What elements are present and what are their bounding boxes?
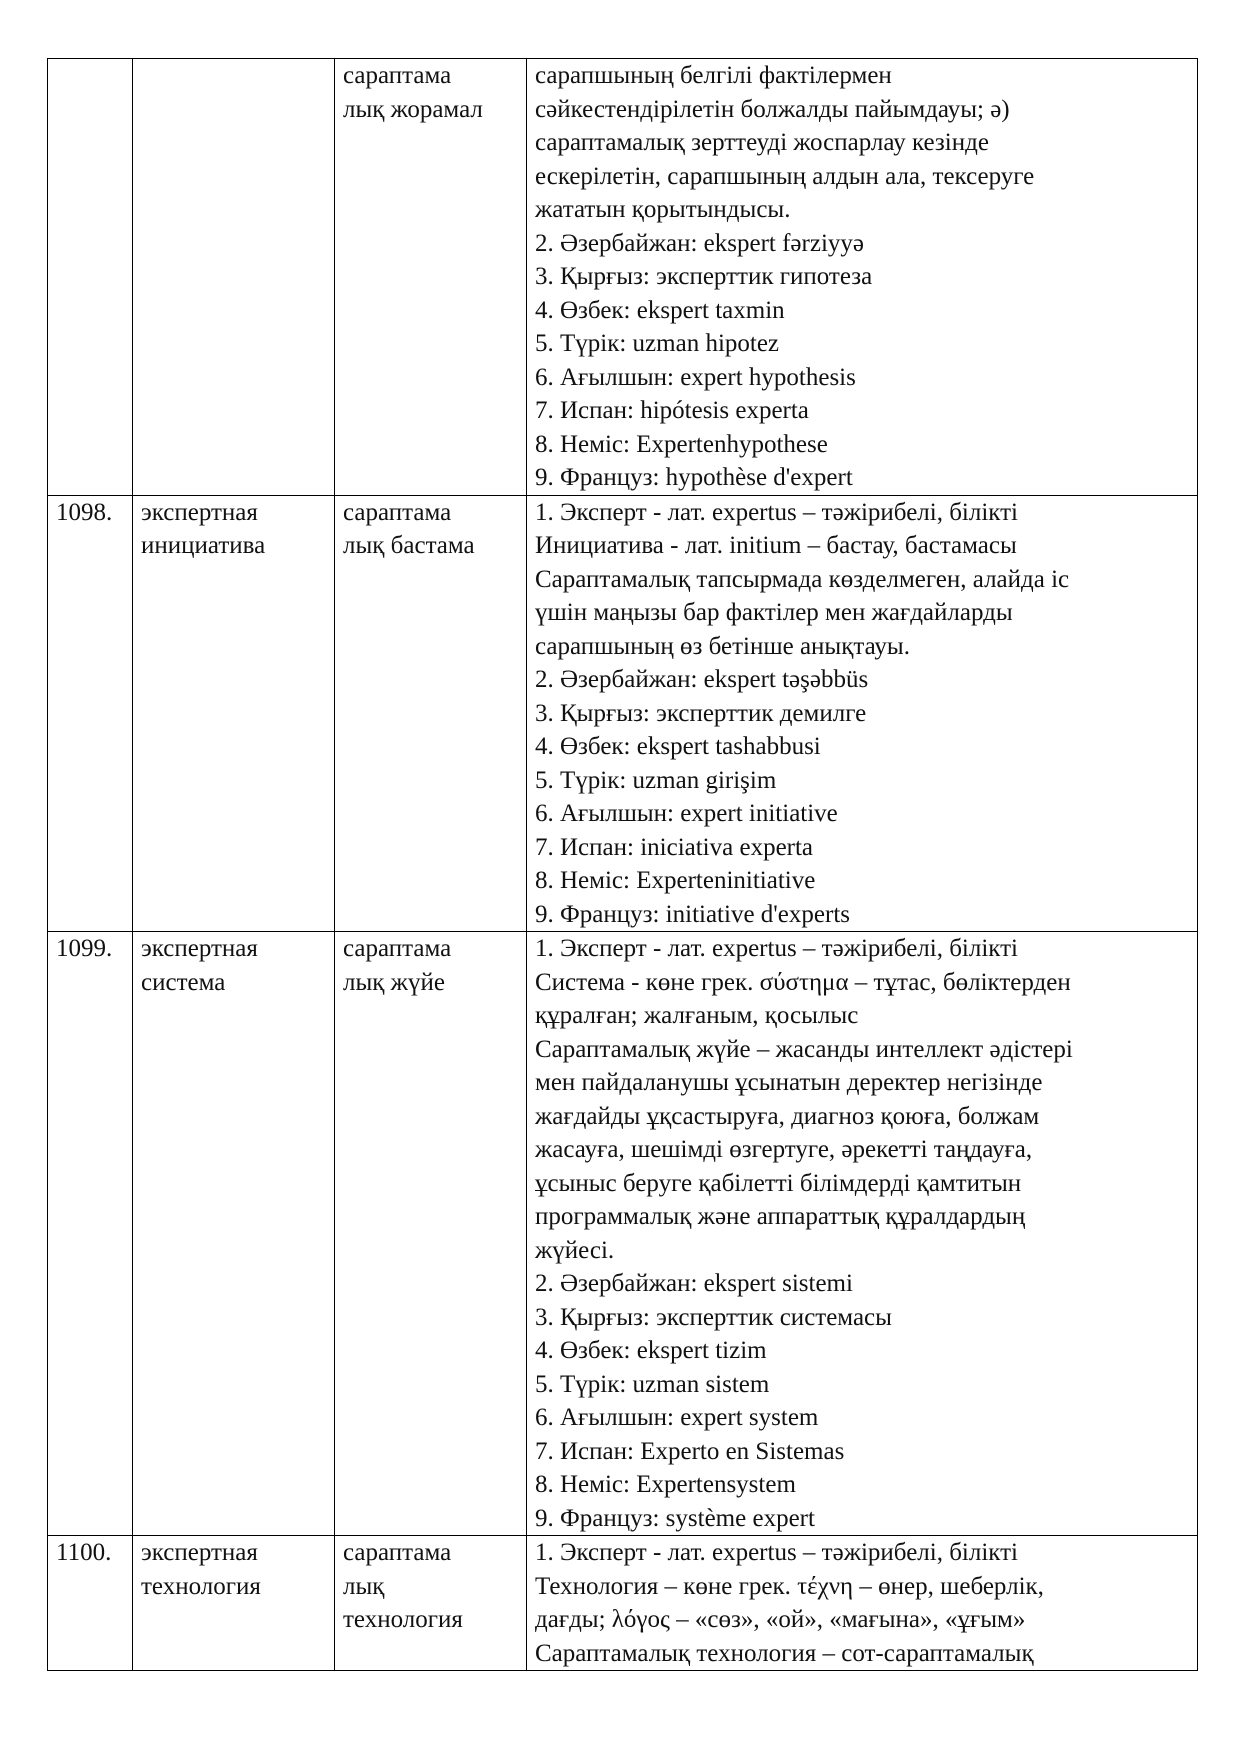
definition-line: құралған; жалғаным, қосылыс xyxy=(535,1002,859,1029)
definition-line: дағды; λόγος – «сөз», «ой», «мағына», «ұғым» xyxy=(535,1606,1026,1633)
definition-cell xyxy=(527,495,1198,932)
kazakh-term-line: лық жорамал xyxy=(343,95,483,123)
russian-term-line: экспертная xyxy=(141,935,258,962)
kazakh-term-line: сараптама xyxy=(343,498,452,526)
entry-number: 1099. xyxy=(48,932,133,1536)
definition-line: сарапшының белгілі фактілермен xyxy=(535,62,892,89)
russian-term-cell xyxy=(133,495,335,932)
definition-line: 1. Эксперт - лат. expertus – тәжірибелі, білікті xyxy=(535,1539,1018,1566)
definition-line: Сараптамалық технология – сот-сараптамалық xyxy=(535,1639,1034,1667)
entry-number: 1100. xyxy=(48,1536,133,1671)
definition-line: мен пайдаланушы ұсынатын деректер негізінде xyxy=(535,1069,1043,1096)
definition-line: үшін маңызы бар фактілер мен жағдайларды xyxy=(535,599,1013,626)
entry-row xyxy=(48,495,1198,932)
russian-term-line: экспертная xyxy=(141,1539,258,1566)
entry-number: 1098. xyxy=(48,495,133,932)
kazakh-term-cell xyxy=(335,932,527,1536)
definition-line: 5. Түрік: uzman sistem xyxy=(535,1370,770,1398)
definition-line: жүйесі. xyxy=(535,1236,615,1264)
entry-row xyxy=(48,59,1198,496)
definition-line: 8. Неміс: Expertenhypothese xyxy=(535,430,828,458)
kazakh-term-cell xyxy=(335,495,527,932)
definition-line: жағдайды ұқсастыруға, диагноз қоюға, болжам xyxy=(535,1102,1040,1130)
russian-term-line: экспертная xyxy=(141,498,258,526)
definition-line: 5. Түрік: uzman girişim xyxy=(535,766,777,794)
definition-line: 8. Неміс: Expertensystem xyxy=(535,1471,796,1498)
definition-line: 6. Ағылшын: expert hypothesis xyxy=(535,363,856,391)
russian-term-cell xyxy=(133,932,335,1536)
definition-line: 1. Эксперт - лат. expertus – тәжірибелі, білікті xyxy=(535,935,1018,962)
definition-line: 9. Француз: système expert xyxy=(535,1504,815,1532)
definition-line: 5. Түрік: uzman hipotez xyxy=(535,330,780,357)
definition-cell xyxy=(527,1536,1198,1671)
definition-line: 1. Эксперт - лат. expertus – тәжірибелі, білікті xyxy=(535,498,1018,526)
definition-line: 2. Әзербайжан: ekspert fərziyyə xyxy=(535,229,864,257)
russian-term-line: система xyxy=(141,968,226,996)
definition-line: жасауға, шешімді өзгертуге, әрекетті таңдауға, xyxy=(535,1136,1033,1163)
definition-line: 7. Испан: hipótesis experta xyxy=(535,397,809,424)
kazakh-term-line: сараптама xyxy=(343,935,452,962)
definition-line: 3. Қырғыз: эксперттик демилге xyxy=(535,699,867,727)
definition-line: 9. Француз: hypothèse d'expert xyxy=(535,464,853,491)
definition-line: 6. Ағылшын: expert system xyxy=(535,1404,819,1431)
entry-row xyxy=(48,932,1198,1536)
definition-cell xyxy=(527,932,1198,1536)
definition-line: ұсыныс беруге қабілетті білімдерді қамтитын xyxy=(535,1169,1022,1197)
definition-line: сарапшының өз бетінше анықтауы. xyxy=(535,632,910,660)
definition-line: 2. Әзербайжан: ekspert sistemi xyxy=(535,1270,853,1297)
definition-line: программалық және аппараттық құралдардың xyxy=(535,1203,1026,1230)
definition-line: 8. Неміс: Experteninitiative xyxy=(535,867,816,894)
definition-line: 6. Ағылшын: expert initiative xyxy=(535,800,838,827)
definition-line: Система - көне грек. σύστημα – тұтас, бөліктерден xyxy=(535,968,1071,996)
definition-line: жататын қорытындысы. xyxy=(535,196,791,223)
russian-term-cell xyxy=(133,59,335,496)
kazakh-term-line: технология xyxy=(343,1606,463,1633)
russian-term-cell xyxy=(133,1536,335,1671)
definition-line: сараптамалық зерттеуді жоспарлау кезінде xyxy=(535,129,989,156)
kazakh-term-line: лық xyxy=(343,1572,385,1600)
definition-line: 4. Өзбек: ekspert tashabbusi xyxy=(535,733,821,760)
definition-line: 3. Қырғыз: эксперттик гипотеза xyxy=(535,263,873,290)
definition-line: 9. Француз: initiative d'experts xyxy=(535,900,850,928)
definition-line: Технология – көне грек. τέχνη – өнер, шеберлік, xyxy=(535,1572,1044,1600)
definition-line: ескерілетін, сарапшының алдын ала, тексеруге xyxy=(535,162,1035,190)
definition-line: сәйкестендірілетін болжалды пайымдауы; ә) xyxy=(535,95,1010,123)
definition-line: 3. Қырғыз: эксперттик системасы xyxy=(535,1303,892,1331)
dictionary-table xyxy=(47,58,1198,1671)
definition-line: Сараптамалық тапсырмада көзделмеген, алайда іс xyxy=(535,565,1070,593)
definition-line: 4. Өзбек: ekspert taxmin xyxy=(535,296,785,324)
kazakh-term-line: сараптама xyxy=(343,1539,452,1566)
entry-number xyxy=(48,59,133,496)
dictionary-table-body xyxy=(48,59,1198,1671)
kazakh-term-line: сараптама xyxy=(343,62,452,89)
definition-line: 7. Испан: iniciativa experta xyxy=(535,833,814,861)
kazakh-term-line: лық бастама xyxy=(343,532,475,559)
definition-cell xyxy=(527,59,1198,496)
kazakh-term-line: лық жүйе xyxy=(343,968,445,996)
definition-line: 7. Испан: Experto en Sistemas xyxy=(535,1437,845,1465)
kazakh-term-cell xyxy=(335,59,527,496)
definition-line: 2. Әзербайжан: ekspert təşəbbüs xyxy=(535,666,869,693)
kazakh-term-cell xyxy=(335,1536,527,1671)
russian-term-line: технология xyxy=(141,1572,261,1600)
definition-line: Инициатива - лат. initium – бастау, бастамасы xyxy=(535,532,1017,559)
russian-term-line: инициатива xyxy=(141,532,266,559)
entry-row xyxy=(48,1536,1198,1671)
definition-line: Сараптамалық жүйе – жасанды интеллект әдістері xyxy=(535,1035,1073,1063)
definition-line: 4. Өзбек: ekspert tizim xyxy=(535,1337,767,1364)
